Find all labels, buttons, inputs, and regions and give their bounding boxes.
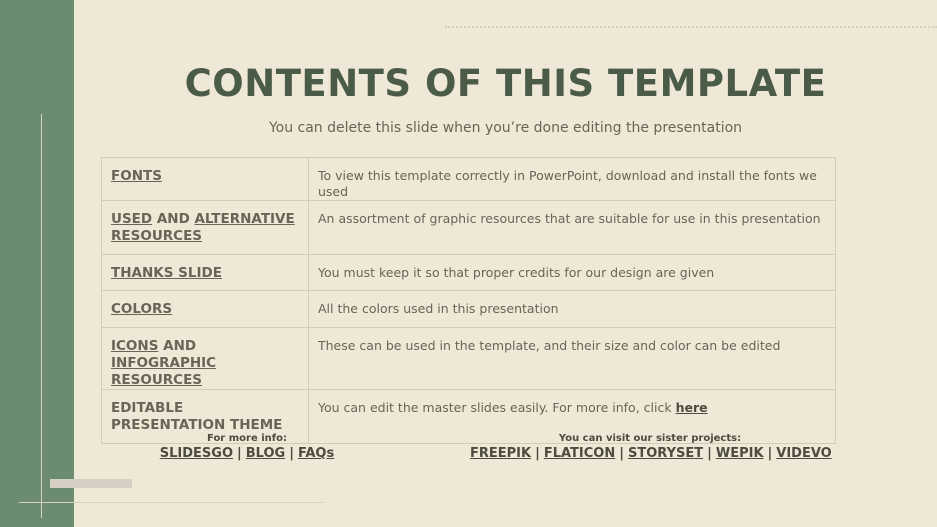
row-key [102, 255, 309, 291]
left-green-band [0, 0, 74, 527]
icons-link[interactable]: ICONS [111, 338, 159, 354]
footer-separator: | [535, 446, 540, 461]
row-key [102, 328, 309, 390]
thanks-slide-link[interactable]: THANKS SLIDE [111, 265, 222, 281]
row-description: You must keep it so that proper credits for our design are given [309, 255, 836, 291]
used-resources-link[interactable]: USED [111, 211, 153, 227]
row-key [102, 291, 309, 328]
footer-sister-projects [470, 433, 830, 461]
storyset-link[interactable]: STORYSET [628, 446, 704, 461]
footer-separator: | [289, 446, 294, 461]
footer-separator: | [707, 446, 712, 461]
row-key [102, 201, 309, 255]
slide-title: CONTENTS OF THIS TEMPLATE [184, 62, 827, 105]
freepik-link[interactable]: FREEPIK [470, 446, 532, 461]
contents-table [101, 157, 836, 444]
row-description: An assortment of graphic resources that are suitable for use in this presentation [309, 201, 836, 255]
footer-separator: | [767, 446, 773, 461]
table-row [102, 255, 836, 291]
colors-link[interactable]: COLORS [111, 301, 173, 317]
decorative-vertical-line [41, 114, 42, 518]
footer-sister-projects-links [470, 446, 830, 461]
infographic-resources-link[interactable]: INFOGRAPHIC [111, 355, 217, 371]
decorative-dotted-line [445, 26, 937, 28]
and-text: AND [158, 338, 197, 354]
table-row [102, 201, 836, 255]
table-row [102, 291, 836, 328]
theme-description: You can edit the master slides easily. For more info, click [318, 400, 676, 415]
resources-link[interactable]: RESOURCES [111, 228, 203, 244]
row-description: These can be used in the template, and their size and color can be edited [309, 328, 836, 390]
footer-more-info-label: For more info: [207, 433, 287, 444]
videvo-link[interactable]: VIDEVO [776, 446, 832, 461]
faqs-link[interactable]: FAQs [297, 446, 335, 461]
decorative-bar [50, 479, 132, 488]
footer-separator: | [619, 446, 624, 461]
and-text: AND [152, 211, 195, 227]
table-row [102, 158, 836, 201]
fonts-link[interactable]: FONTS [111, 168, 162, 184]
decorative-horizontal-line [19, 502, 324, 503]
slidesgo-link[interactable]: SLIDESGO [159, 446, 234, 461]
table-row [102, 328, 836, 390]
footer-separator: | [237, 446, 242, 461]
blog-link[interactable]: BLOG [245, 446, 286, 461]
footer-more-info [147, 433, 347, 461]
flaticon-link[interactable]: FLATICON [543, 446, 616, 461]
wepik-link[interactable]: WEPIK [715, 446, 764, 461]
row-description: To view this template correctly in PowerPoint, download and install the fonts we used [309, 158, 836, 201]
here-link[interactable]: here [675, 400, 708, 415]
slide-subtitle: You can delete this slide when you’re done editing the presentation [268, 120, 743, 136]
row-key [102, 158, 309, 201]
row-description: All the colors used in this presentation [309, 291, 836, 328]
footer-sister-projects-label: You can visit our sister projects: [558, 433, 742, 444]
icons-resources-link[interactable]: RESOURCES [111, 372, 203, 388]
footer-more-info-links [147, 446, 347, 461]
row-key: EDITABLE PRESENTATION THEME [102, 390, 309, 444]
alternative-resources-link[interactable]: ALTERNATIVE [194, 211, 295, 227]
